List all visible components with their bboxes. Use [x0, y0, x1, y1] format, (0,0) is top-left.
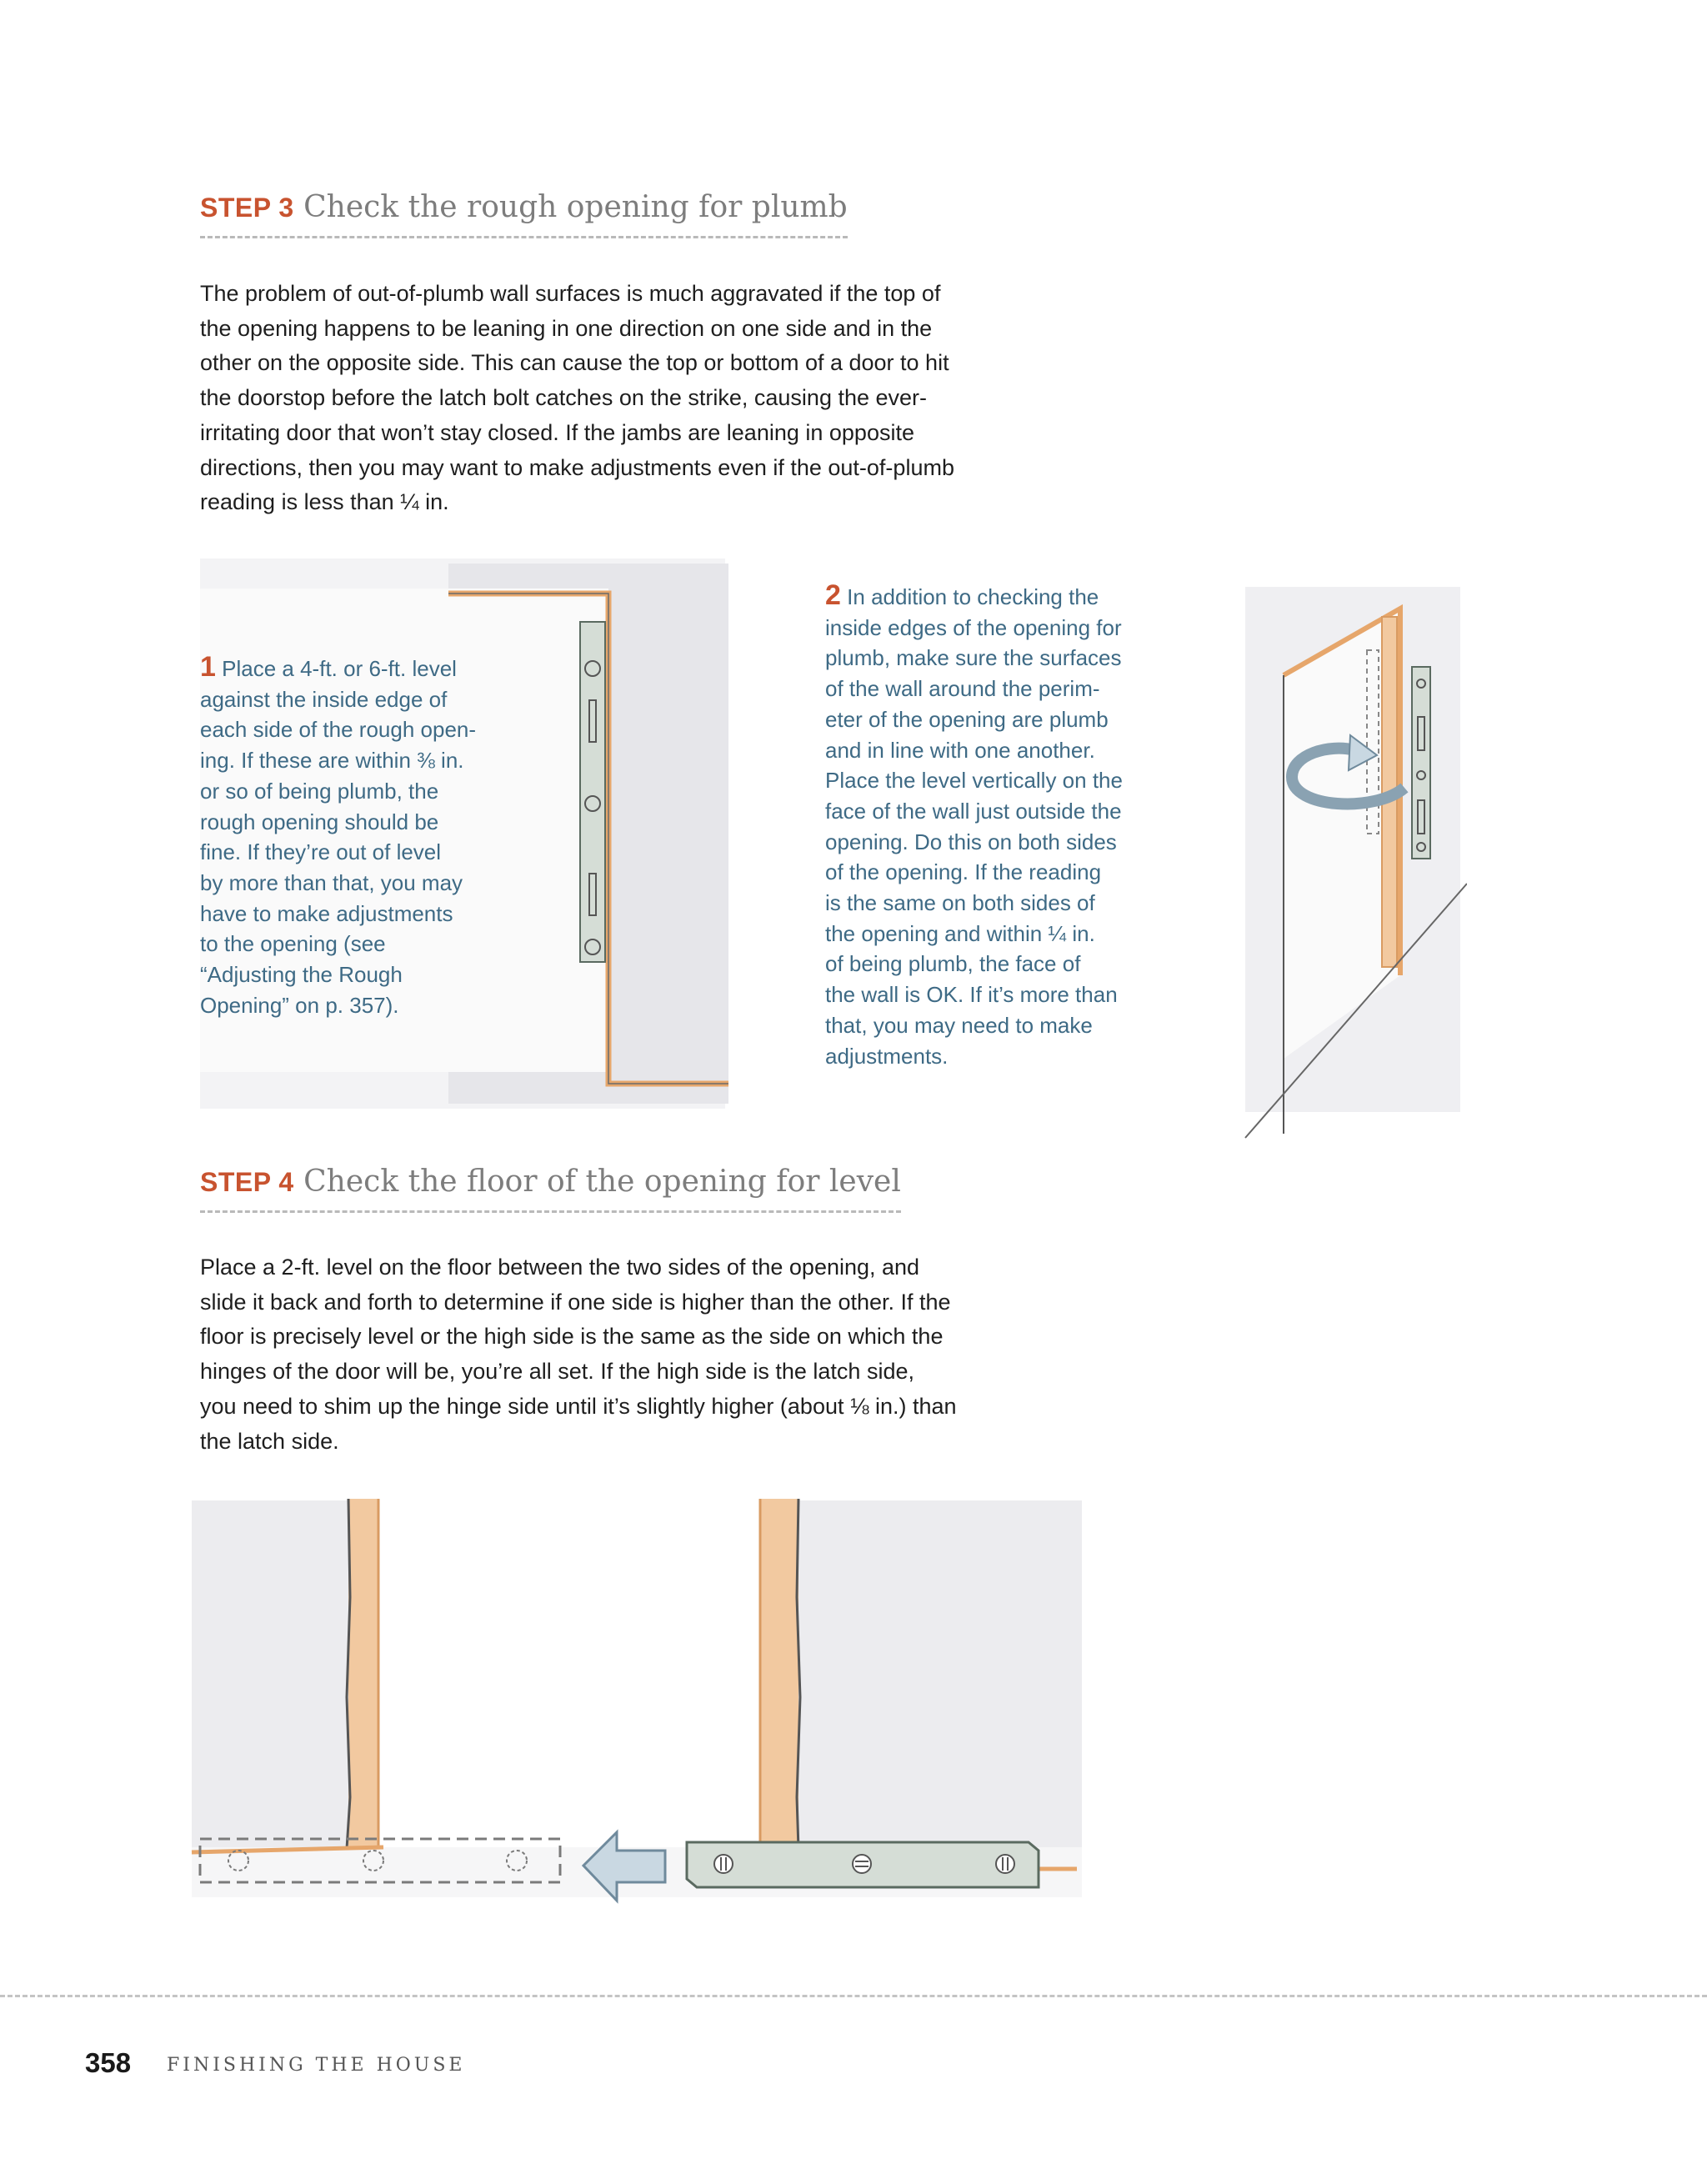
running-head: FINISHING THE HOUSE [167, 2055, 466, 2076]
step3-heading [200, 190, 848, 238]
level-tool [1412, 667, 1430, 859]
footer-divider [0, 1995, 1707, 1997]
page-number: 358 [85, 2047, 132, 2078]
step4-heading [200, 1165, 901, 1213]
left-wall [192, 1500, 350, 1884]
right-wall [798, 1500, 1082, 1884]
caption-2-text: In addition to checking the inside edges of the opening for plumb, make sure the surfaces of the wall around the perim- eter of the opening are plumb and in line with one another. Place the level vertically on the face of the wall just outside the opening. Do this on both sides of the opening. If the reading is the same on both sides of the opening and within ¼ in. of being plumb, the face of the wall is OK. If it’s more than that, you may need to make adjustments. [825, 584, 1123, 1069]
level-tool [687, 1842, 1039, 1887]
caption-1-text: Place a 4-ft. or 6-ft. level against the inside edge of each side of the rough open- ing. If these are within ⅜ in. or so of being plumb, the rough opening should be fine. If they’re out of level by more than that, you may have to make adjustments to the opening (see “Adjusting the Rough Opening” on p. 357). [200, 656, 477, 1018]
caption-1 [200, 652, 517, 1020]
left-jamb [348, 1499, 378, 1849]
level-tool [580, 622, 605, 962]
step4-body: Place a 2-ft. level on the floor between the two sides of the opening, and slide it back and forth to determine if one side is higher than the other. If the floor is precisely level or the high side is the same as the side on which the hinges of the door will be, you’re all set. If the high side is the latch side, you need to shim up the hinge side until it’s slightly higher (about ⅛ in.) than the latch side. [200, 1255, 957, 1454]
step4-title: Check the floor of the opening for level [303, 1165, 901, 1199]
caption-2 [825, 580, 1175, 1071]
illustration-level-wall-face [1242, 584, 1467, 1150]
right-jamb [760, 1499, 798, 1849]
step4-label: STEP 4 [200, 1167, 294, 1197]
illustration-floor-level [190, 1497, 1082, 1931]
step3-label: STEP 3 [200, 193, 294, 223]
step3-body: The problem of out-of-plumb wall surfaces is much aggravated if the top of the opening happens to be leaning in one direction on one side and in the other on the opposite side. This can cause the top or bottom of a door to hit the doorstop before the latch bolt catches on the strike, causing the ever- irritating door that won’t stay closed. If the jambs are leaning in opposite directions, then you may want to make adjustments even if the out-of-plumb reading is less than ¼ in. [200, 281, 954, 515]
step3-title: Check the rough opening for plumb [303, 190, 848, 224]
caption-2-number: 2 [825, 579, 841, 611]
caption-1-number: 1 [200, 651, 216, 683]
